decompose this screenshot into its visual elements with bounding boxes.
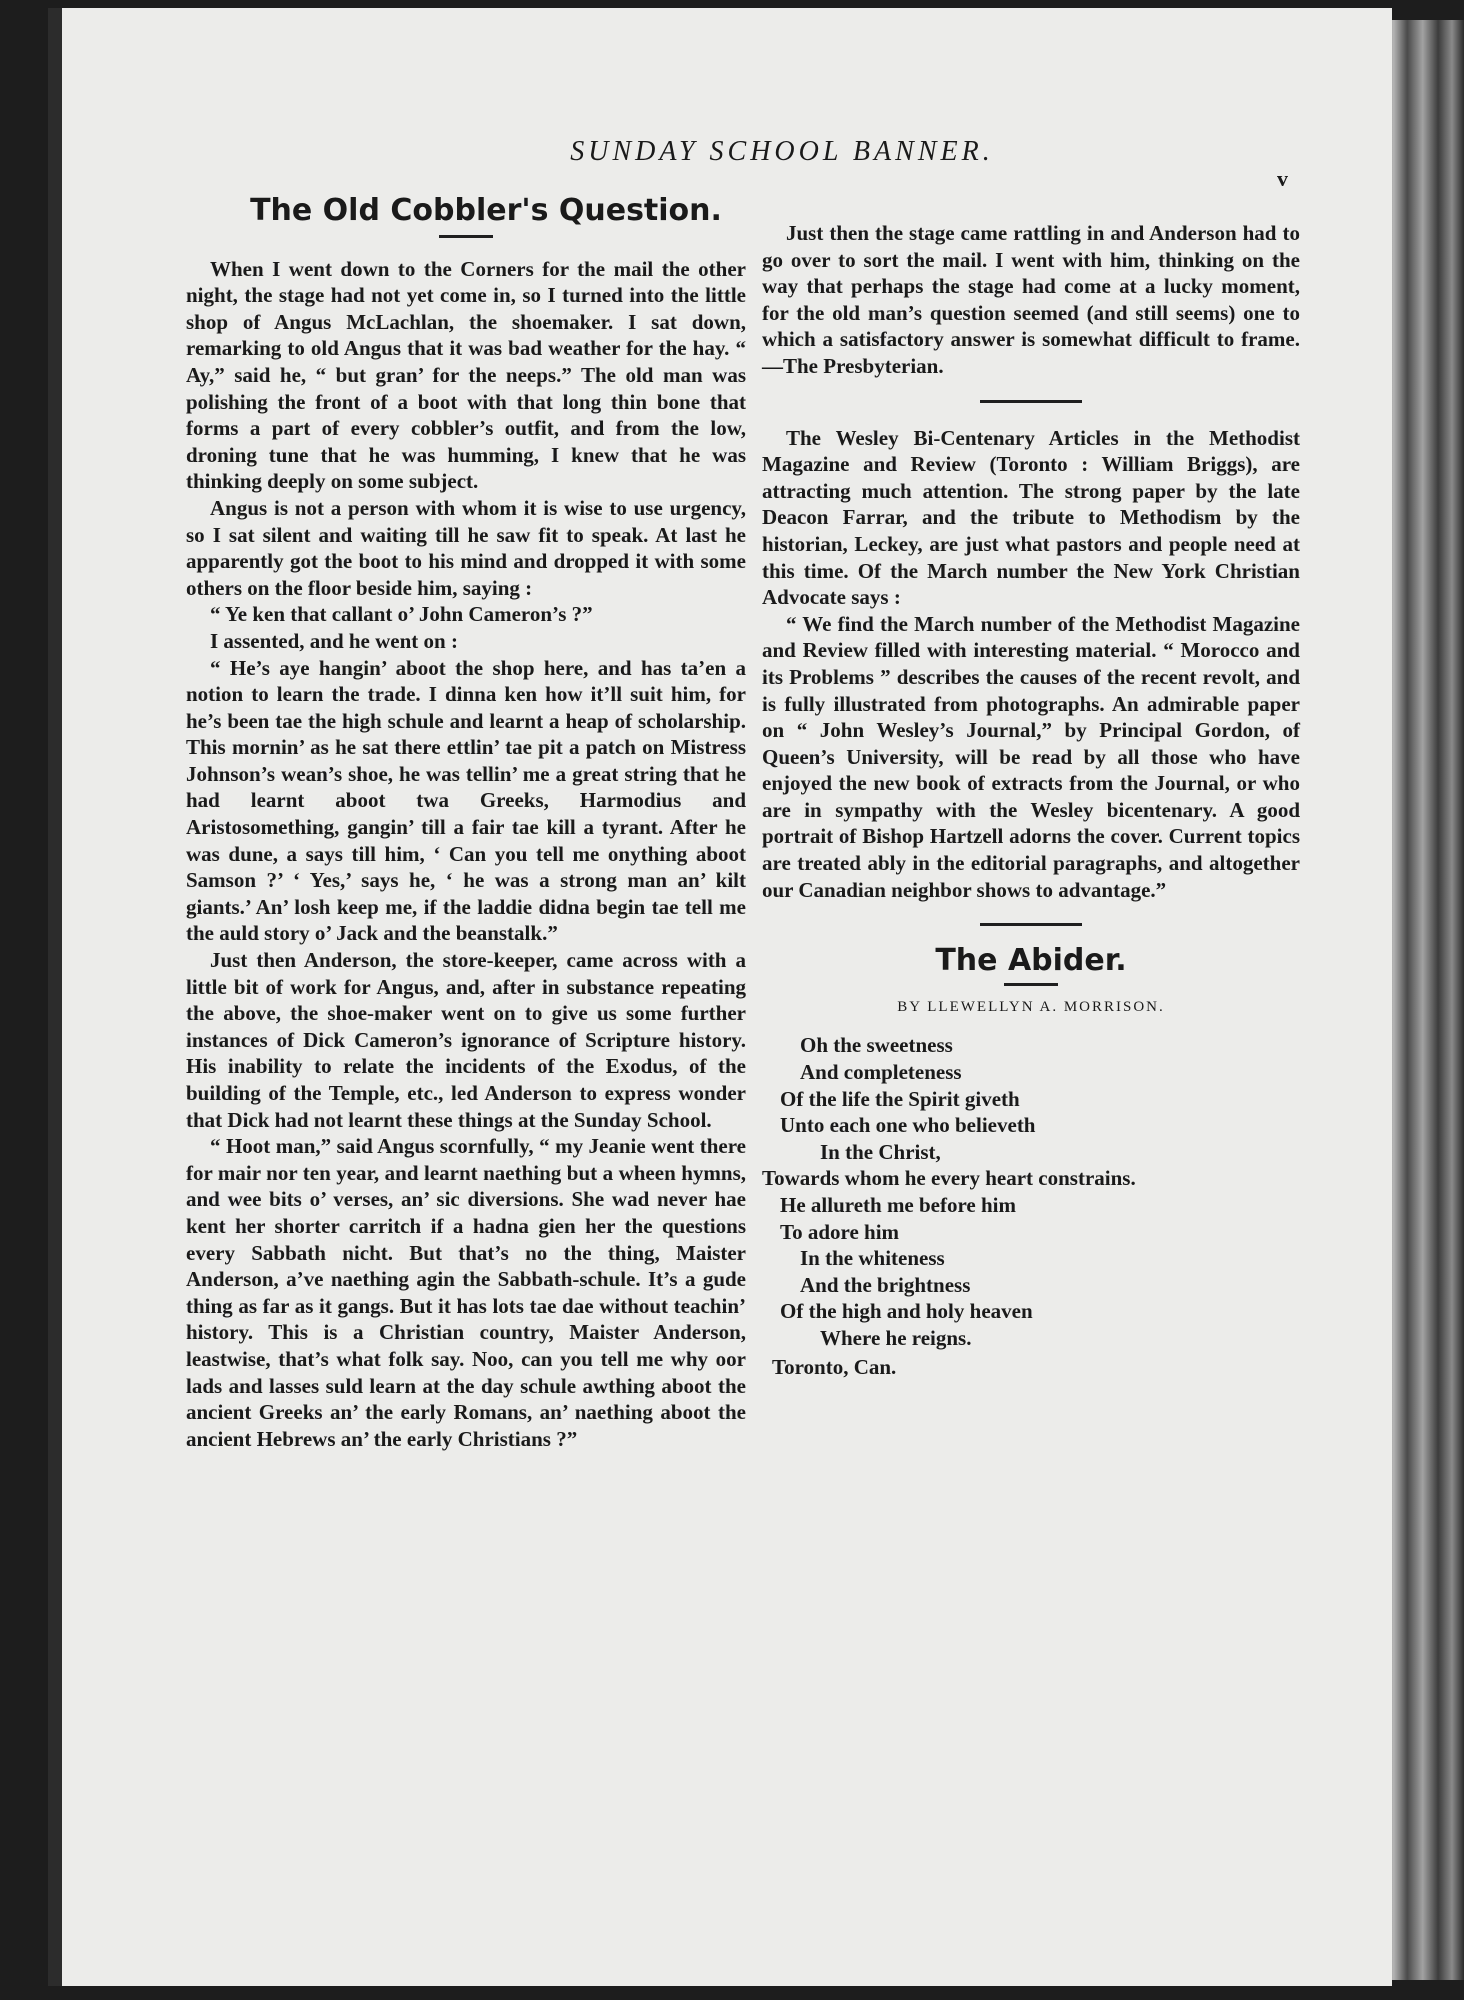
paragraph: “ We find the March number of the Methodist Magazine and Review filled with interesting material. “ Morocco and its Problems ” describes the causes of the recent revolt, and is fully illustrated from photographs. An admirable paper on “ John Wesley’s Journal,” by Principal Gordon, of Queen’s University, will be read by all those who have enjoyed the new book of extracts from the Journal, or who are in sympathy with the Wesley bicentenary. A good portrait of Bishop Hartzell adorns the cover. Current topics are treated ably in the editorial paragraphs, and altogether our Canadian neighbor shows to advantage.”: [762, 611, 1300, 902]
right-column: [762, 220, 1300, 1380]
left-column: [186, 193, 746, 1452]
paragraph: I assented, and he went on :: [210, 628, 458, 653]
paragraph: “ Hoot man,” said Angus scornfully, “ my Jeanie went there for mair nor ten year, and learnt naething but a wheen hymns, and wee bits o’ verses, an’ sic diversions. She wad never hae kent her shorter carritch if a hadna gien her the questions every Sabbath nicht. But that’s no the thing, Maister Anderson, a’ve naething agin the Sabbath-schule. It’s a gude thing as far as it gangs. But it has lots tae dae without teachin’ history. This is a Christian country, Maister Anderson, leastwise, that’s what folk say. Noo, can you tell me why oor lads and lasses suld learn at the day schule awthing aboot the ancient Greeks an’ the early Romans, an’ naething aboot the ancient Hebrews an’ the early Christians ?”: [186, 1134, 746, 1451]
title-rule: [439, 235, 493, 238]
poem-line: Unto each one who believeth: [780, 1113, 1036, 1138]
poem-line: He allureth me before him: [780, 1193, 1017, 1217]
paragraph: “ Ye ken that callant o’ John Cameron’s ?”: [210, 602, 593, 627]
article-title-cobbler: The Old Cobbler's Question.: [250, 193, 722, 228]
paragraph: Angus is not a person with whom it is wise to use urgency, so I sat silent and waiting till he saw fit to speak. At last he apparently got the boot to his mind and dropped it with some others on the floor beside him, saying :: [186, 495, 746, 600]
article-title-abider: The Abider.: [935, 943, 1127, 979]
running-head: SUNDAY SCHOOL BANNER.: [570, 136, 994, 167]
poem-line: In the Christ,: [820, 1139, 941, 1164]
paragraph: The Wesley Bi-Centenary Articles in the Methodist Magazine and Review (Toronto : William Briggs), are attracting much attention. The strong paper by the late Deacon Farrar, and the tribute to Methodism by the historian, Leckey, are just what pastors and people need at this time. Of the March number the New York Christian Advocate says :: [762, 425, 1300, 610]
poem-line: To adore him: [780, 1219, 900, 1244]
paragraph: Just then Anderson, the store-keeper, came across with a little bit of work for Angus, and, after in substance repeating the above, the shoe-maker went on to give us some further instances of Dick Cameron’s ignorance of Scripture history. His inability to relate the incidents of the Exodus, of the building of the Temple, etc., led Anderson to express wonder that Dick had not learnt these things at the Sunday School.: [186, 948, 746, 1132]
paragraph: When I went down to the Corners for the mail the other night, the stage had not yet come in, so I turned into the little shop of Angus McLachlan, the shoemaker. I sat down, remarking to old Angus that it was bad weather for the hay. “ Ay,” said he, “ but gran’ for the neeps.” The old man was polishing the front of a boot with that long thin bone that forms a part of every cobbler’s outfit, and from the low, droning tune that he was humming, I knew that he was thinking deeply on some subject.: [186, 256, 746, 494]
poem-line: Of the high and holy heaven: [780, 1299, 1033, 1324]
poem-line: Oh the sweetness: [800, 1033, 953, 1058]
poem-line: Where he reigns.: [820, 1325, 972, 1350]
poem-line: And completeness: [800, 1060, 962, 1085]
section-divider: [980, 923, 1082, 926]
book-page: [48, 8, 1392, 1986]
paragraph: Just then the stage came rattling in and Anderson had to go over to sort the mail. I went with him, thinking on the way that perhaps the stage had come at a lucky moment, for the old man’s question seemed (and still seems) one to which a satisfactory answer is somewhat difficult to frame.—The Presbyterian.: [762, 221, 1300, 378]
poem-line: And the brightness: [800, 1272, 971, 1297]
section-divider: [980, 400, 1082, 403]
paragraph: “ He’s aye hangin’ aboot the shop here, and has ta’en a notion to learn the trade. I dinna ken how it’ll suit him, for he’s been tae the high schule and learnt a heap of scholarship. This mornin’ as he sat there ettlin’ tae pit a patch on Mistress Johnson’s wean’s shoe, he was tellin’ me a great string that he had learnt aboot twa Greeks, Harmodius and Aristosomething, gangin’ till a fair tae kill a tyrant. After he was dune, a says till him, ‘ Can you tell me onything aboot Samson ?’ ‘ Yes,’ says he, ‘ he was a strong man an’ kilt giants.’ An’ losh keep me, if the laddie didna begin tae tell me the auld story o’ Jack and the beanstalk.”: [186, 655, 746, 946]
poem-line: Towards whom he every heart constrains.: [762, 1166, 1136, 1191]
poem: [762, 1032, 1300, 1380]
poem-line: In the whiteness: [800, 1246, 945, 1271]
title-rule: [1004, 983, 1058, 986]
poem-line: Of the life the Spirit giveth: [780, 1086, 1020, 1111]
place-signoff: Toronto, Can.: [772, 1354, 897, 1379]
byline: BY LLEWELLYN A. MORRISON.: [897, 998, 1165, 1015]
page-number: v: [1277, 166, 1288, 191]
